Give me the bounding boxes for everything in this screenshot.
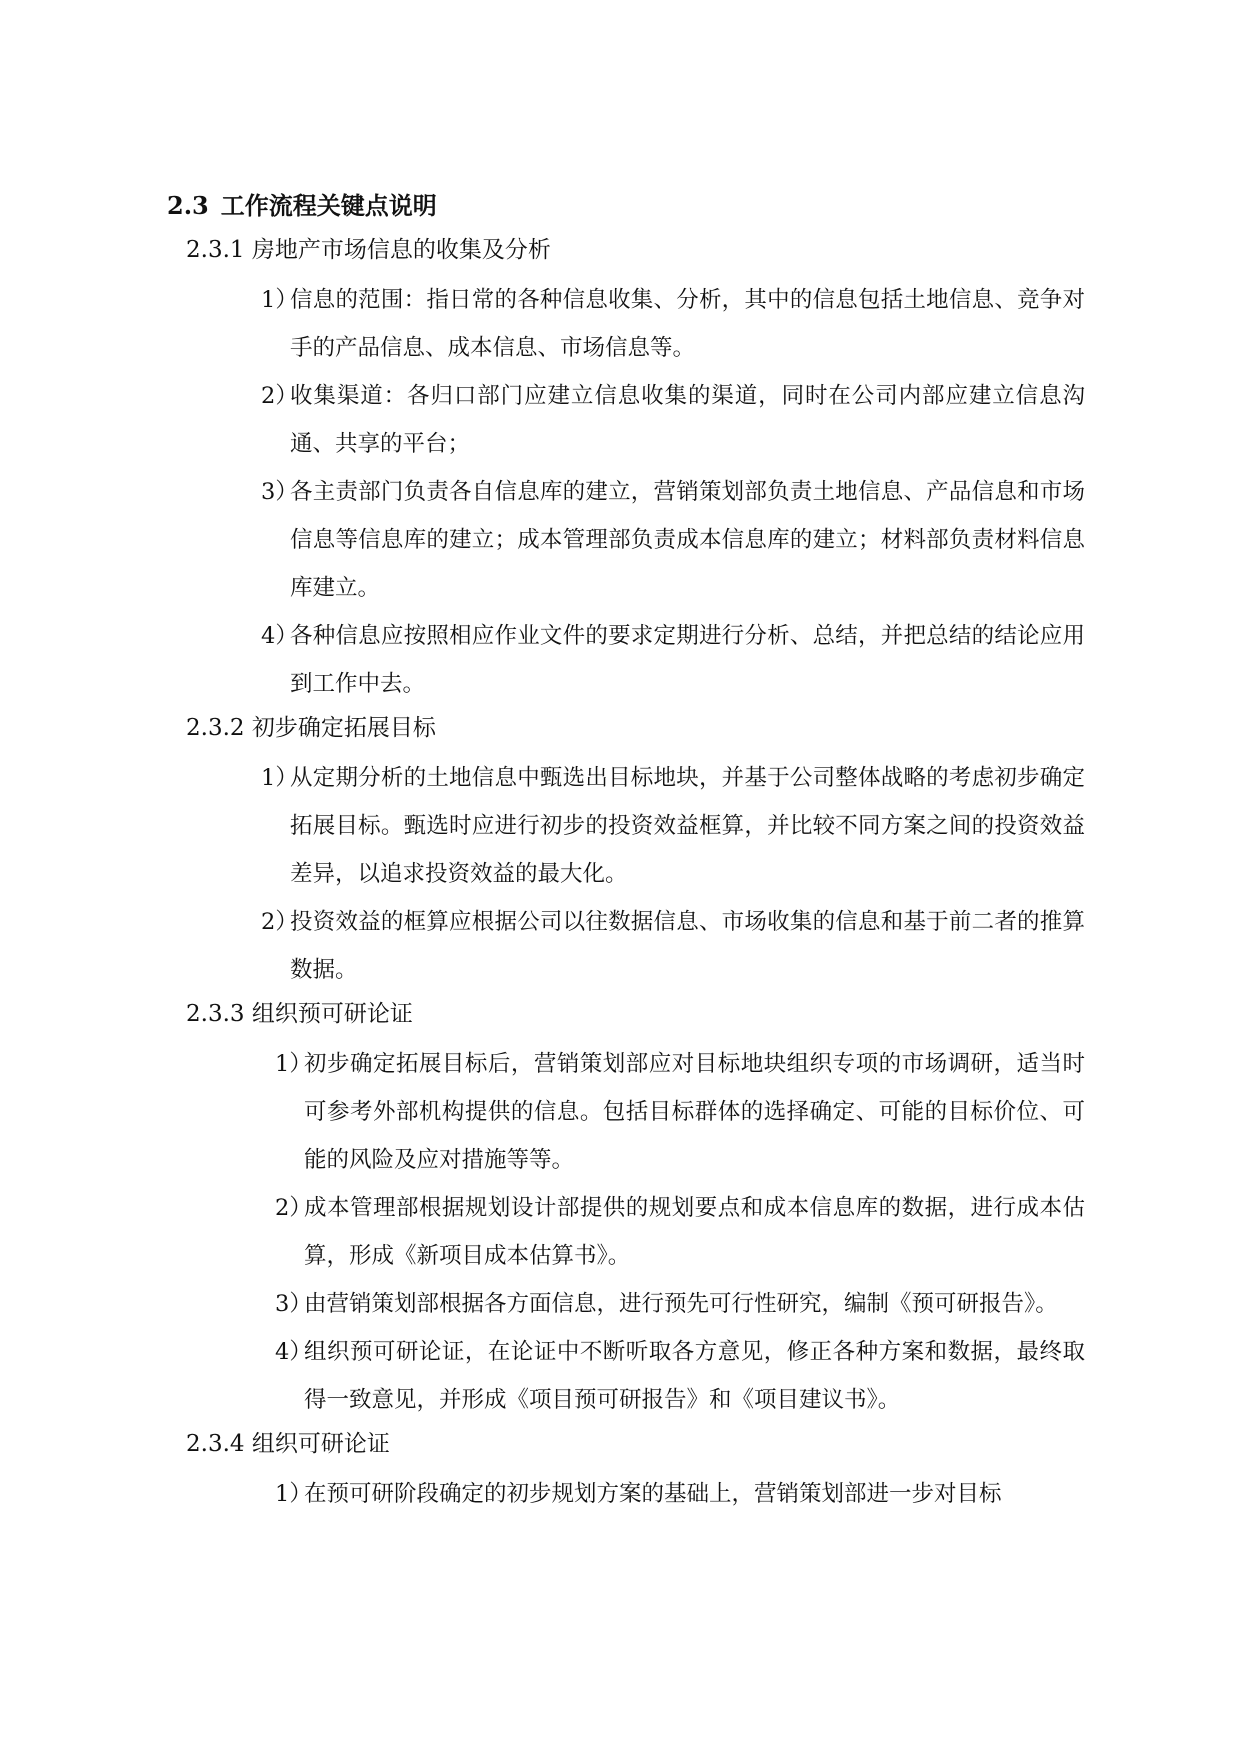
- section-number: 2.3: [167, 191, 209, 220]
- list-marker: 3）: [261, 479, 298, 505]
- list-item-text: 各种信息应按照相应作业文件的要求定期进行分析、总结，并把总结的结论应用到工作中去。: [290, 623, 1085, 697]
- list-item-text: 组织预可研论证，在论证中不断听取各方意见，修正各种方案和数据，最终取得一致意见，并形成《项目预可研报告》和《项目建议书》。: [304, 1339, 1085, 1413]
- list-item-text: 各主责部门负责各自信息库的建立，营销策划部负责土地信息、产品信息和市场信息等信息库的建立；成本管理部负责成本信息库的建立；材料部负责材料信息库建立。: [290, 479, 1085, 601]
- list-item: [275, 1184, 1085, 1280]
- page-content: [0, 190, 1241, 1518]
- subsection-heading: 2.3.3 组织预可研论证: [186, 1001, 413, 1027]
- list-marker: 1）: [261, 287, 298, 313]
- list-item: [261, 612, 1085, 708]
- list-item-text: 在预可研阶段确定的初步规划方案的基础上，营销策划部进一步对目标: [304, 1481, 1002, 1507]
- list-item-text: 投资效益的框算应根据公司以往数据信息、市场收集的信息和基于前二者的推算数据。: [290, 909, 1085, 983]
- list-item: [275, 1280, 1085, 1328]
- list-item-text: 由营销策划部根据各方面信息，进行预先可行性研究，编制《预可研报告》。: [304, 1291, 1058, 1317]
- list-marker: 2）: [261, 383, 298, 409]
- list-marker: 4）: [261, 623, 298, 649]
- list-marker: 1）: [275, 1051, 312, 1077]
- list-item: [275, 1040, 1085, 1184]
- section-title: [167, 190, 1241, 222]
- list-item-text: 信息的范围：指日常的各种信息收集、分析，其中的信息包括土地信息、竞争对手的产品信息、成本信息、市场信息等。: [290, 287, 1085, 361]
- list-marker: 3）: [275, 1291, 312, 1317]
- list-item: [275, 1470, 1085, 1518]
- list-item: [261, 754, 1085, 898]
- list-item-text: 从定期分析的土地信息中甄选出目标地块，并基于公司整体战略的考虑初步确定拓展目标。甄选时应进行初步的投资效益框算，并比较不同方案之间的投资效益差异，以追求投资效益的最大化。: [290, 765, 1085, 887]
- list-marker: 1）: [261, 765, 298, 791]
- list-item-text: 初步确定拓展目标后，营销策划部应对目标地块组织专项的市场调研，适当时可参考外部机构提供的信息。包括目标群体的选择确定、可能的目标价位、可能的风险及应对措施等等。: [304, 1051, 1085, 1173]
- section-title-text: 工作流程关键点说明: [220, 191, 437, 220]
- list-item: [261, 898, 1085, 994]
- list-marker: 2）: [275, 1195, 312, 1221]
- list-marker: 1）: [275, 1481, 312, 1507]
- list-marker: 4）: [275, 1339, 312, 1365]
- list-item: [261, 372, 1085, 468]
- subsection-heading: 2.3.4 组织可研论证: [186, 1431, 390, 1457]
- list-item: [261, 276, 1085, 372]
- list-item: [261, 468, 1085, 612]
- list-item-text: 收集渠道：各归口部门应建立信息收集的渠道，同时在公司内部应建立信息沟通、共享的平台；: [290, 383, 1085, 457]
- list-item-text: 成本管理部根据规划设计部提供的规划要点和成本信息库的数据，进行成本估算，形成《新项目成本估算书》。: [304, 1195, 1085, 1269]
- subsection-heading: 2.3.2 初步确定拓展目标: [186, 715, 436, 741]
- list-marker: 2）: [261, 909, 298, 935]
- subsection-heading: 2.3.1 房地产市场信息的收集及分析: [186, 237, 551, 263]
- list-item: [275, 1328, 1085, 1424]
